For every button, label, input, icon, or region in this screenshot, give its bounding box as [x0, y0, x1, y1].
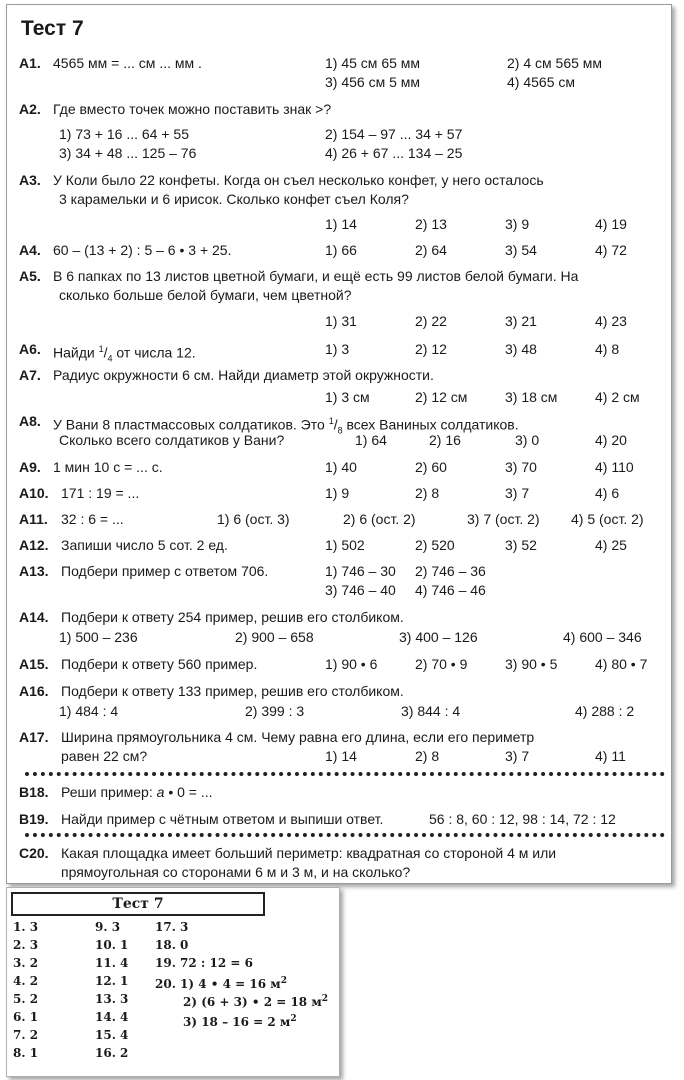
option-a9-1: 1) 40: [325, 459, 357, 475]
option-a9-4: 4) 110: [595, 459, 634, 475]
text-a12: Запиши число 5 сот. 2 ед.: [61, 537, 228, 553]
key-14: 14. 4: [95, 1010, 129, 1024]
option-a11-1: 1) 6 (ост. 3): [217, 511, 290, 527]
examples-b19: 56 : 8, 60 : 12, 98 : 14, 72 : 12: [429, 811, 616, 827]
label-a11: А11.: [19, 511, 48, 527]
key-10: 10. 1: [95, 938, 129, 952]
option-a3-1: 1) 14: [325, 216, 357, 232]
option-a6-1: 1) 3: [325, 341, 350, 357]
option-a7-1: 1) 3 см: [325, 389, 370, 405]
key-20-step3: 3) 18 – 16 = 2 $м^2$: [183, 1014, 297, 1029]
option-a17-4: 4) 11: [595, 748, 626, 764]
text-a6: Найди $^1/_4$ от числа 12.: [53, 344, 196, 364]
option-a6-4: 4) 8: [595, 341, 620, 357]
page-title: Тест 7: [21, 17, 84, 40]
option-a8-2: 2) 16: [429, 432, 461, 448]
option-a1-1: 1) 45 см 65 мм: [325, 55, 421, 71]
option-a16-2: 2) 399 : 3: [245, 703, 305, 719]
option-a1-3: 3) 456 см 5 мм: [325, 74, 421, 90]
option-a14-3: 3) 400 – 126: [399, 629, 478, 645]
key-1: 1. 3: [13, 920, 39, 934]
option-a4-4: 4) 72: [595, 242, 627, 258]
option-a4-2: 2) 64: [415, 242, 447, 258]
key-8: 8. 1: [13, 1046, 39, 1060]
option-a11-3: 3) 7 (ост. 2): [467, 511, 540, 527]
text-a13: Подбери пример с ответом 706.: [61, 563, 269, 579]
label-a2: А2.: [19, 101, 41, 117]
text-a5-line1: В 6 папках по 13 листов цветной бумаги, и ещё есть 99 листов белой бумаги. На: [53, 268, 579, 284]
option-a2-3: 3) 34 + 48 ... 125 – 76: [59, 145, 197, 161]
option-a1-2: 2) 4 см 565 мм: [507, 55, 603, 71]
option-a10-1: 1) 9: [325, 485, 350, 501]
key-6: 6. 1: [13, 1010, 39, 1024]
option-a3-3: 3) 9: [505, 216, 530, 232]
divider-dotted-1: [25, 772, 665, 776]
label-a16: А16.: [19, 683, 49, 699]
label-a8: А8.: [19, 413, 41, 429]
option-a13-3: 3) 746 – 40: [325, 582, 396, 598]
text-a17-line1: Ширина прямоугольника 4 см. Чему равна его длина, если его периметр: [61, 729, 535, 745]
text-a3-line1: У Коли было 22 конфеты. Когда он съел несколько конфет, у него осталось: [53, 172, 544, 188]
label-a10: А10.: [19, 485, 49, 501]
text-a8-line2: Сколько всего солдатиков у Вани?: [59, 432, 285, 448]
option-a7-4: 4) 2 см: [595, 389, 640, 405]
label-a5: А5.: [19, 268, 41, 284]
option-a5-3: 3) 21: [505, 313, 537, 329]
label-b18: В18.: [19, 784, 49, 800]
key-4: 4. 2: [13, 974, 39, 988]
option-a9-2: 2) 60: [415, 459, 447, 475]
key-17: 17. 3: [155, 920, 189, 934]
label-c20: С20.: [19, 845, 49, 861]
option-a12-1: 1) 502: [325, 537, 365, 553]
text-b18: Реши пример: а • 0 = ...: [61, 784, 213, 800]
option-a10-2: 2) 8: [415, 485, 440, 501]
text-a11: 32 : 6 = ...: [61, 511, 124, 527]
option-a5-4: 4) 23: [595, 313, 627, 329]
label-a3: А3.: [19, 172, 41, 188]
key-5: 5. 2: [13, 992, 39, 1006]
text-a1: 4565 мм = ... см ... мм .: [53, 55, 202, 71]
text-a5-line2: сколько больше белой бумаги, чем цветной?: [59, 287, 352, 303]
text-c20-line1: Какая площадка имеет больший периметр: квадратная со стороной 4 м или: [61, 845, 557, 861]
text-a3-line2: 3 карамельки и 6 ирисок. Сколько конфет съел Коля?: [59, 191, 409, 207]
option-a1-4: 4) 4565 см: [507, 74, 575, 90]
text-b19: Найди пример с чётным ответом и выпиши ответ.: [61, 811, 384, 827]
option-a12-4: 4) 25: [595, 537, 627, 553]
label-a14: А14.: [19, 609, 49, 625]
key-13: 13. 3: [95, 992, 129, 1006]
key-18: 18. 0: [155, 938, 189, 952]
option-a10-3: 3) 7: [505, 485, 530, 501]
label-a12: А12.: [19, 537, 49, 553]
option-a17-3: 3) 7: [505, 748, 530, 764]
option-a8-4: 4) 20: [595, 432, 627, 448]
option-a2-4: 4) 26 + 67 ... 134 – 25: [325, 145, 463, 161]
test-sheet: [6, 4, 672, 884]
option-a13-1: 1) 746 – 30: [325, 563, 396, 579]
option-a15-1: 1) 90 • 6: [325, 656, 378, 672]
text-a7: Радиус окружности 6 см. Найди диаметр этой окружности.: [53, 367, 434, 383]
text-c20-line2: прямоугольная со сторонами 6 м и 3 м, и на сколько?: [61, 864, 411, 880]
key-3: 3. 2: [13, 956, 39, 970]
text-a15: Подбери к ответу 560 пример.: [61, 656, 258, 672]
key-19: 19. 72 : 12 = 6: [155, 956, 253, 970]
option-a4-3: 3) 54: [505, 242, 537, 258]
option-a11-2: 2) 6 (ост. 2): [343, 511, 416, 527]
text-a2: Где вместо точек можно поставить знак >?: [53, 101, 332, 117]
option-a6-2: 2) 12: [415, 341, 447, 357]
text-a8-line1: У Вани 8 пластмассовых солдатиков. Это $^1/_8$ всех Ваниных солдатиков.: [53, 416, 519, 436]
answer-key-title: Тест 7: [11, 892, 265, 916]
answer-key: [6, 887, 340, 1077]
label-a4: А4.: [19, 242, 41, 258]
option-a13-2: 2) 746 – 36: [415, 563, 486, 579]
option-a14-2: 2) 900 – 658: [235, 629, 314, 645]
label-a17: А17.: [19, 729, 49, 745]
label-a9: А9.: [19, 459, 41, 475]
text-a14: Подбери к ответу 254 пример, решив его столбиком.: [61, 609, 404, 625]
option-a6-3: 3) 48: [505, 341, 537, 357]
option-a10-4: 4) 6: [595, 485, 620, 501]
option-a13-4: 4) 746 – 46: [415, 582, 486, 598]
key-20-step2: 2) (6 + 3) • 2 = 18 $м^2$: [183, 994, 329, 1009]
key-7: 7. 2: [13, 1028, 39, 1042]
label-a15: А15.: [19, 656, 49, 672]
text-a17-line2: равен 22 см?: [61, 748, 148, 764]
label-a13: А13.: [19, 563, 49, 579]
option-a16-1: 1) 484 : 4: [59, 703, 119, 719]
option-a17-1: 1) 14: [325, 748, 357, 764]
label-a7: А7.: [19, 367, 41, 383]
option-a3-2: 2) 13: [415, 216, 447, 232]
option-a12-3: 3) 52: [505, 537, 537, 553]
divider-dotted-2: [25, 833, 665, 837]
text-a16: Подбери к ответу 133 пример, решив его столбиком.: [61, 683, 404, 699]
text-a4: 60 – (13 + 2) : 5 – 6 • 3 + 25.: [53, 242, 232, 258]
option-a15-2: 2) 70 • 9: [415, 656, 468, 672]
label-a6: А6.: [19, 341, 41, 357]
option-a8-1: 1) 64: [355, 432, 387, 448]
option-a12-2: 2) 520: [415, 537, 455, 553]
option-a16-3: 3) 844 : 4: [401, 703, 461, 719]
option-a7-2: 2) 12 см: [415, 389, 468, 405]
option-a9-3: 3) 70: [505, 459, 537, 475]
option-a15-3: 3) 90 • 5: [505, 656, 558, 672]
key-16: 16. 2: [95, 1046, 129, 1060]
key-20-step1: 20. 1) 4 • 4 = 16 $м^2$: [155, 976, 287, 991]
key-2: 2. 3: [13, 938, 39, 952]
option-a17-2: 2) 8: [415, 748, 440, 764]
option-a15-4: 4) 80 • 7: [595, 656, 648, 672]
option-a11-4: 4) 5 (ост. 2): [571, 511, 644, 527]
text-a9: 1 мин 10 с = ... с.: [53, 459, 163, 475]
label-b19: В19.: [19, 811, 49, 827]
text-a10: 171 : 19 = ...: [61, 485, 140, 501]
option-a16-4: 4) 288 : 2: [575, 703, 635, 719]
option-a14-4: 4) 600 – 346: [563, 629, 642, 645]
key-11: 11. 4: [95, 956, 129, 970]
option-a8-3: 3) 0: [515, 432, 540, 448]
option-a2-2: 2) 154 – 97 ... 34 + 57: [325, 126, 463, 142]
option-a2-1: 1) 73 + 16 ... 64 + 55: [59, 126, 189, 142]
key-12: 12. 1: [95, 974, 129, 988]
option-a5-1: 1) 31: [325, 313, 357, 329]
option-a5-2: 2) 22: [415, 313, 447, 329]
key-15: 15. 4: [95, 1028, 129, 1042]
option-a14-1: 1) 500 – 236: [59, 629, 138, 645]
key-9: 9. 3: [95, 920, 121, 934]
label-a1: А1.: [19, 55, 41, 71]
option-a4-1: 1) 66: [325, 242, 357, 258]
option-a7-3: 3) 18 см: [505, 389, 558, 405]
option-a3-4: 4) 19: [595, 216, 627, 232]
